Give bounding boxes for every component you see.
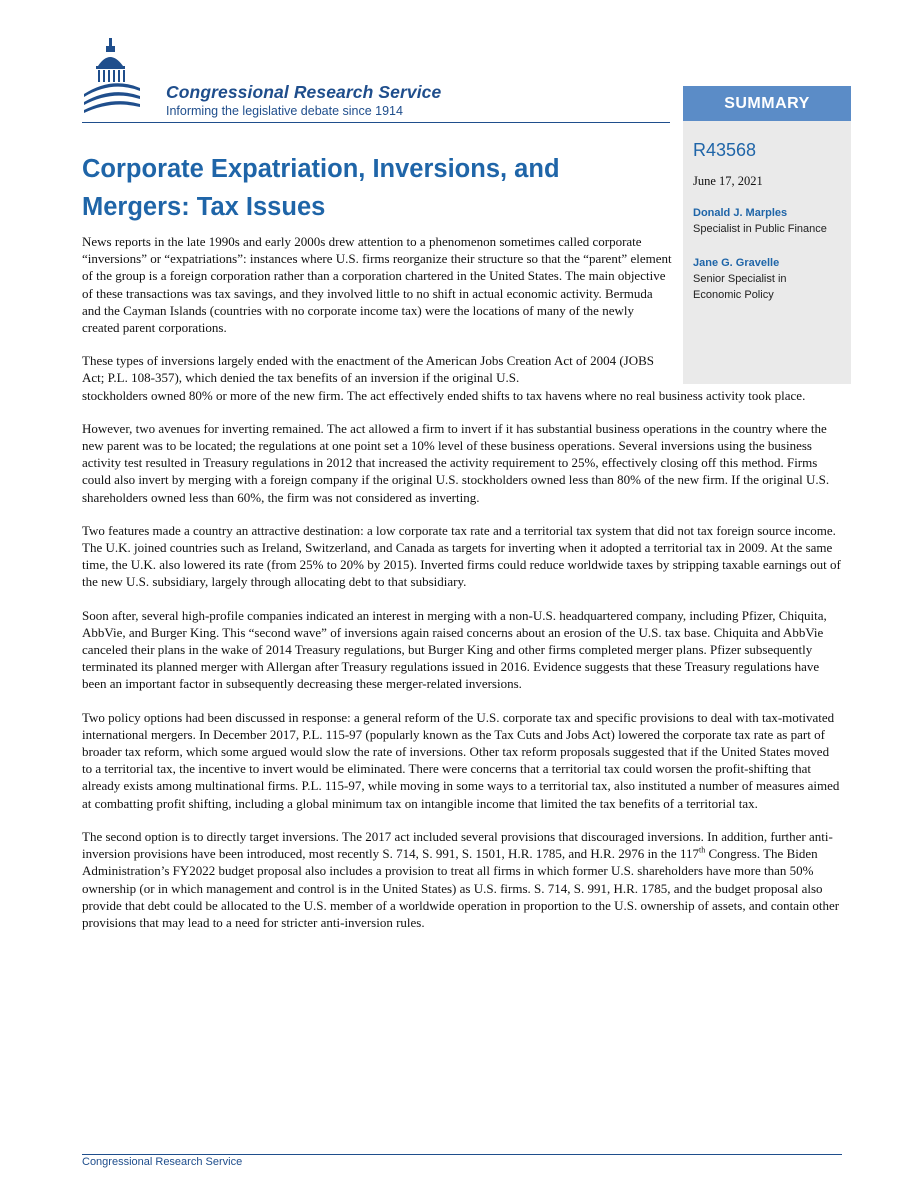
page-footer: Congressional Research Service xyxy=(82,1156,243,1168)
paragraph-6: Two policy options had been discussed in response: a general reform of the U.S. corporate tax and specific provisions to deal with tax-motivated international mergers. In December 2017, P.L. 115-97 (popularly known as the Tax Cuts and Jobs Act) lowered the corporate tax rate as part of broader tax reform, which some argued would slow the rate of inversions. Other tax reform proposals suggested that if the United States moved to a territorial tax, the incentive to invert would be eliminated. There were concerns that a territorial tax could worsen the profit-shifting that already exists among multinational firms. P.L. 115-97, while moving in some ways to a territorial tax, also instituted a number of measures aimed at combatting profit shifting, including a global minimum tax on intangible income that limited the tax benefits of a territorial tax. xyxy=(82,709,840,811)
paragraph-4: Two features made a country an attractive destination: a low corporate tax rate and a territorial tax system that did not tax foreign source income. The U.K. joined countries such as Ireland, Switzerland, and Canada as targets for inverting when it adopted a territorial tax in 2009. At the same time, the U.K. also lowered its rate (from 25% to 20% by 2015). Inverted firms could reduce worldwide taxes by stripping taxable earnings out of the new U.S. subsidiary, largely through allocating debt to that subsidiary. xyxy=(82,522,841,590)
report-title: Corporate Expatriation, Inversions, and Mergers: Tax Issues xyxy=(82,155,560,221)
paragraph-1: News reports in the late 1990s and early 2000s drew attention to a phenomenon sometimes called corporate “inversions” or “expatriations”: instances where U.S. firms reorganize their structure so that the “parent” element of the group is a foreign corporation rather than a corporation chartered in the United States. The main objective of these transactions was tax savings, and they involved little to no shift in actual economic activity. Bermuda and the Cayman Islands (countries with no corporate income tax) were the locations of many of the newly created parent corporations. xyxy=(82,234,672,336)
paragraph-3: However, two avenues for inverting remained. The act allowed a firm to invert if it has substantial business operations in the country where the new parent was to be located; the regulations at one point set a 10% level of these business operations. Several inversions using the business activity test resulted in Treasury regulations in 2012 that increased the activity requirement to 25%, effectively closing off this method. Firms could also invert by merging with a foreign company if the original U.S. stockholders owned less than 80% of the new firm. If the original U.S. shareholders owned less than 60%, the firm was not considered as inverting. xyxy=(82,420,830,505)
author-title: Senior Specialist in Economic Policy xyxy=(693,273,787,301)
paragraph-7 xyxy=(82,828,842,931)
org-header xyxy=(166,82,441,118)
ordinal-superscript: th xyxy=(698,845,706,855)
paragraph-7-part-1: The second option is to directly target inversions. The 2017 act included several provisions that discouraged inversions. In addition, further anti-inversion provisions have been introduced, most recently S. 714, S. 991, S. 1501, H.R. 1785, and H.R. 2976 in the 117 xyxy=(82,828,833,862)
paragraph-5: Soon after, several high-profile companies indicated an interest in merging with a non-U.S. headquartered company, including Pfizer, Chiquita, AbbVie, and Burger King. This “second wave” of inversions again raised concerns about an erosion of the U.S. tax base. Chiquita and AbbVie canceled their plans in the wake of 2014 Treasury regulations, but Burger King and other firms completed merger plans. Pfizer subsequently terminated its planned merger with Allergan after Treasury regulations issued in 2016. Evidence suggests that these Treasury regulations have been an important factor in subsequently decreasing these merger-related inversions. xyxy=(82,607,827,692)
author-name: Jane G. Gravelle xyxy=(693,257,780,269)
paragraph-7-part-2: Congress. The Biden Administration’s FY2022 budget proposal also includes a provision to treat all firms in which former U.S. shareholders have more than 50% ownership (or in which management and control is in the United States) as U.S. firms. S. 714, S. 991, H.R. 1785, and the budget proposal also provide that debt could be allocated to the U.S. member of a worldwide operation in proportion to the U.S. ownership of assets, and contain other provisions that may lead to a need for stricter anti-inversion rules. xyxy=(82,846,840,930)
org-name: Congressional Research Service xyxy=(166,82,442,102)
summary-heading: SUMMARY xyxy=(683,86,851,121)
paragraph-2 xyxy=(82,352,842,404)
paragraph-2-lead: These types of inversions largely ended with the enactment of the American Jobs Creation Act of 2004 (JOBS Act; P.L. 108-357), which denied the tax benefits of an inversion if the original U.S. xyxy=(82,353,654,386)
org-tagline: Informing the legislative debate since 1914 xyxy=(166,104,403,118)
paragraph-2-rest: stockholders owned 80% or more of the new firm. The act effectively ended shifts to tax havens where no real business activity took place. xyxy=(82,387,806,403)
header-divider xyxy=(82,122,670,123)
author-name: Donald J. Marples xyxy=(693,207,788,219)
publication-date: June 17, 2021 xyxy=(693,174,763,188)
author-title: Specialist in Public Finance xyxy=(693,223,827,235)
summary-body xyxy=(82,233,842,947)
crs-capitol-dome-logo xyxy=(82,36,142,116)
report-number: R43568 xyxy=(693,140,757,160)
footer-divider xyxy=(82,1154,842,1155)
